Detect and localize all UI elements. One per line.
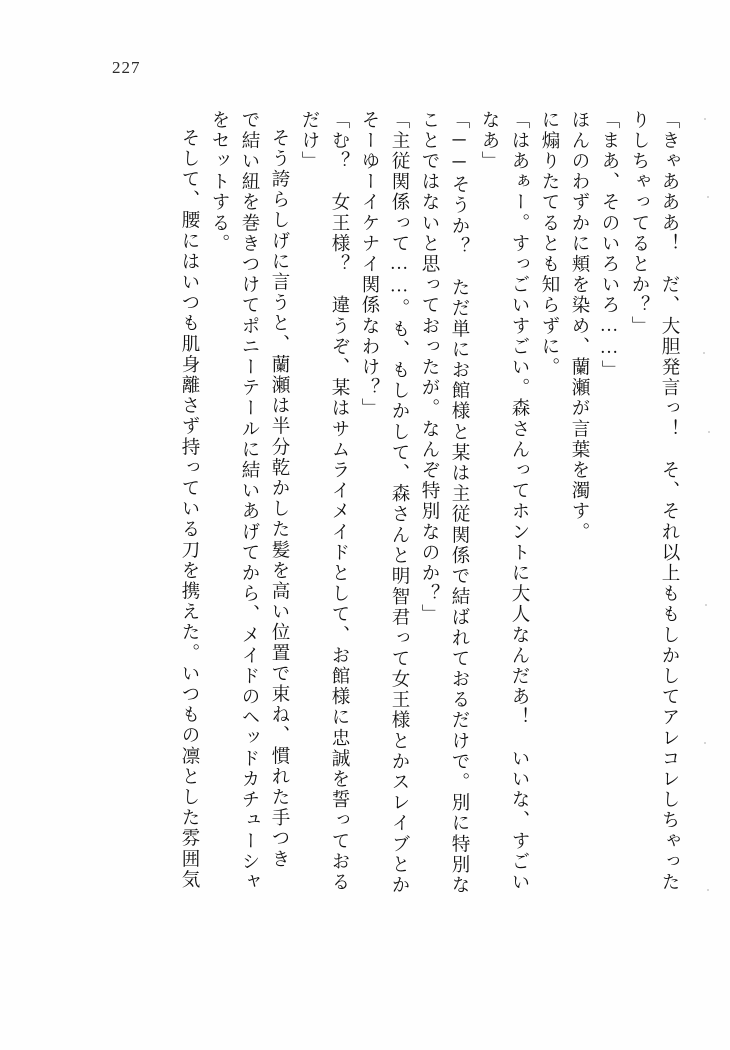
text-column: ほんのわずかに頬を染め、蘭瀬が言葉を濁す。 [569,110,589,543]
text-column: そーゆーイケナイ関係なわけ？」 [359,110,379,419]
vertical-text-body [60,110,678,980]
text-column: 「まあ、そのいろいろ……」 [599,110,619,381]
text-column: なあ」 [479,110,499,172]
text-column: りしちゃってるとか？」 [629,110,649,337]
text-column: に煽りたてるとも知らずに。 [539,110,559,378]
text-column: 「はあぁー。すっごいすごい。森さんってホントに大人なんだあ！ いいな、すごい [509,110,529,893]
text-column: 「主従関係って……。も、もしかして、森さんと明智君って女王様とかスレイブとか [389,110,409,896]
text-column: そして、腰にはいつも肌身離さず持っている刀を携えた。いつもの凛とした雰囲気 [179,128,199,891]
scan-margin-marks [702,0,712,1050]
text-column: だけ」 [299,110,319,172]
text-column: 「──そうか？ ただ単にお館様と某は主従関係で結ばれておるだけで。別に特別な [449,110,469,896]
text-column: で結い紐を巻きつけてポニーテールに結いあげてから、メイドのヘッドカチューシャ [239,110,259,893]
page-number: 227 [112,58,141,77]
text-column: 「きゃあああ！ だ、大胆発言っ！ そ、それ以上ももしかしてアレコレしちゃった [659,110,679,893]
text-column: をセットする。 [209,110,229,255]
text-column: 「む？ 女王様？ 違うぞ、某はサムライメイドとして、お館様に忠誠を誓っておる [329,110,349,893]
text-column: そう誇らしげに言うと、蘭瀬は半分乾かした髪を高い位置で束ね、慣れた手つき [269,128,289,870]
text-column: ことではないと思っておったが。なんぞ特別なのか？」 [419,110,439,625]
